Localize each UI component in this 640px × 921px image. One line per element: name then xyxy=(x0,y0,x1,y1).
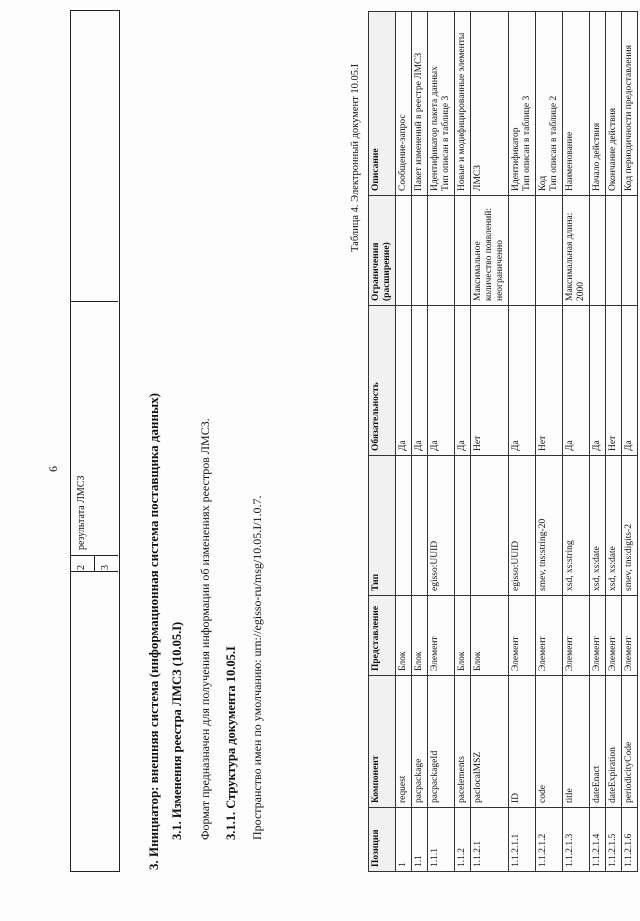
cell-restrictions xyxy=(396,196,412,306)
cell-description xyxy=(455,12,471,196)
table-row xyxy=(590,12,606,872)
cell-required: Нет xyxy=(606,306,622,456)
cell-description xyxy=(606,12,622,196)
description-line: Наименование xyxy=(565,131,575,191)
cell-type: xsd, xs:string xyxy=(563,456,590,596)
cell-required: Да xyxy=(590,306,606,456)
table-body xyxy=(396,12,638,872)
table-row xyxy=(396,12,412,872)
cell-position: 1.1 xyxy=(412,808,428,872)
cell-description xyxy=(396,12,412,196)
table-row xyxy=(455,12,471,872)
header-required: Обязательность xyxy=(369,306,396,456)
purpose-text: Формат предназначен для получения информации об изменениях реестров ЛМСЗ. xyxy=(198,418,212,840)
cell-type: egisso:UUID xyxy=(428,456,455,596)
cell-component: dateEnact xyxy=(590,676,606,808)
cell-required: Да xyxy=(428,306,455,456)
rotated-page xyxy=(8,12,634,912)
description-line: Тип описан в таблице 3 xyxy=(522,95,532,191)
description-line: Идентификатор пакета данных xyxy=(430,66,440,191)
cell-component: paclocalMSZ xyxy=(471,676,509,808)
cell-restrictions xyxy=(590,196,606,306)
header-position: Позиция xyxy=(369,808,396,872)
cell-description xyxy=(509,12,536,196)
cell-representation: Блок xyxy=(412,596,428,676)
cell-component: title xyxy=(563,676,590,808)
top-table-num-2: 3 xyxy=(100,565,111,570)
cell-type: xsd, xs:date xyxy=(590,456,606,596)
cell-component: pacelements xyxy=(455,676,471,808)
cell-representation: Блок xyxy=(455,596,471,676)
cell-required: Нет xyxy=(536,306,563,456)
table-row xyxy=(606,12,622,872)
table-row xyxy=(471,12,509,872)
top-table-divider xyxy=(94,556,95,572)
cell-type: egisso:UUID xyxy=(509,456,536,596)
cell-component: dateExpiration xyxy=(606,676,622,808)
description-line: Окончание действия xyxy=(608,107,618,191)
cell-required: Да xyxy=(412,306,428,456)
header-description: Описание xyxy=(369,12,396,196)
page-number: 6 xyxy=(46,466,60,472)
cell-type: smev, tns:string-20 xyxy=(536,456,563,596)
cell-restrictions xyxy=(455,196,471,306)
header-representation: Представление xyxy=(369,596,396,676)
cell-required: Да xyxy=(622,306,638,456)
cell-position: 1.1.2.1.6 xyxy=(622,808,638,872)
cell-representation: Элемент xyxy=(590,596,606,676)
cell-restrictions xyxy=(509,196,536,306)
description-line: Код xyxy=(538,175,548,191)
description-line: Идентификатор xyxy=(511,127,521,191)
description-line: ЛМСЗ xyxy=(473,165,483,191)
cell-restrictions xyxy=(536,196,563,306)
cell-position: 1.1.2.1.5 xyxy=(606,808,622,872)
cell-representation: Элемент xyxy=(563,596,590,676)
cell-component: periodicityCode xyxy=(622,676,638,808)
cell-restrictions xyxy=(622,196,638,306)
cell-restrictions xyxy=(412,196,428,306)
cell-representation: Элемент xyxy=(428,596,455,676)
cell-component: code xyxy=(536,676,563,808)
cell-component: ID xyxy=(509,676,536,808)
cell-type xyxy=(396,456,412,596)
cell-position: 1.1.2.1.2 xyxy=(536,808,563,872)
table-row xyxy=(563,12,590,872)
top-table-num-1: 2 xyxy=(76,565,87,570)
top-table-text: результата ЛМСЗ xyxy=(76,475,87,550)
cell-component: request xyxy=(396,676,412,808)
cell-representation: Элемент xyxy=(509,596,536,676)
cell-position: 1.1.2 xyxy=(455,808,471,872)
header-component: Компонент xyxy=(369,676,396,808)
description-line: Сообщение-запрос xyxy=(398,114,408,191)
cell-restrictions: Максимальное количество появлений: неограниченно xyxy=(471,196,509,306)
cell-description xyxy=(536,12,563,196)
cell-position: 1.1.2.1.4 xyxy=(590,808,606,872)
cell-restrictions xyxy=(606,196,622,306)
cell-required: Да xyxy=(509,306,536,456)
header-restrictions: Ограничения (расширение) xyxy=(369,196,396,306)
cell-description xyxy=(563,12,590,196)
cell-representation: Элемент xyxy=(606,596,622,676)
cell-representation: Блок xyxy=(471,596,509,676)
cell-representation: Блок xyxy=(396,596,412,676)
cell-type xyxy=(455,456,471,596)
namespace-text: Пространство имен по умолчанию: urn://egisso-ru/msg/10.05.I/1.0.7. xyxy=(250,495,264,840)
cell-type xyxy=(412,456,428,596)
cell-representation: Элемент xyxy=(536,596,563,676)
cell-description xyxy=(471,12,509,196)
top-table-col-1 xyxy=(70,571,118,872)
description-line: Код периодичности предоставления xyxy=(624,44,634,191)
cell-description xyxy=(590,12,606,196)
subsection-heading: 3.1. Изменения реестра ЛМСЗ (10.05.I) xyxy=(170,621,184,840)
description-line: Тип описан в таблице 3 xyxy=(441,95,451,191)
cell-position: 1.1.2.1.1 xyxy=(509,808,536,872)
cell-position: 1 xyxy=(396,808,412,872)
cell-description xyxy=(428,12,455,196)
description-line: Тип описан в таблице 2 xyxy=(549,95,559,191)
cell-required: Да xyxy=(396,306,412,456)
cell-type: smev, tns:digits-2 xyxy=(622,456,638,596)
cell-description xyxy=(412,12,428,196)
cell-description xyxy=(622,12,638,196)
description-line: Пакет изменений в реестре ЛМСЗ xyxy=(414,52,424,191)
cell-type: xsd, xs:date xyxy=(606,456,622,596)
cell-required: Да xyxy=(455,306,471,456)
table-row xyxy=(428,12,455,872)
top-table-col-3 xyxy=(70,301,118,302)
table-row xyxy=(509,12,536,872)
header-type: Тип xyxy=(369,456,396,596)
table-caption: Таблица 4. Электронный документ 10.05.I xyxy=(350,63,361,252)
document-table xyxy=(368,11,638,872)
cell-component: pacpackage xyxy=(412,676,428,808)
cell-required: Да xyxy=(563,306,590,456)
description-line: Новые и модифицированные элементы xyxy=(457,32,467,191)
section-heading: 3. Инициатор: внешняя система (информационная система поставщика данных) xyxy=(146,393,161,870)
cell-restrictions xyxy=(428,196,455,306)
table-row xyxy=(412,12,428,872)
description-line: Начало действия xyxy=(592,122,602,191)
cell-restrictions: Максимальная длина: 2000 xyxy=(563,196,590,306)
table-row xyxy=(536,12,563,872)
table-header-row xyxy=(369,12,396,872)
cell-component: pacpackageId xyxy=(428,676,455,808)
cell-type xyxy=(471,456,509,596)
table-row xyxy=(622,12,638,872)
cell-position: 1.1.1 xyxy=(428,808,455,872)
cell-representation: Элемент xyxy=(622,596,638,676)
structure-heading: 3.1.1. Структура документа 10.05.I xyxy=(224,646,238,840)
cell-position: 1.1.2.1.3 xyxy=(563,808,590,872)
cell-required: Нет xyxy=(471,306,509,456)
cell-position: 1.1.2.1 xyxy=(471,808,509,872)
